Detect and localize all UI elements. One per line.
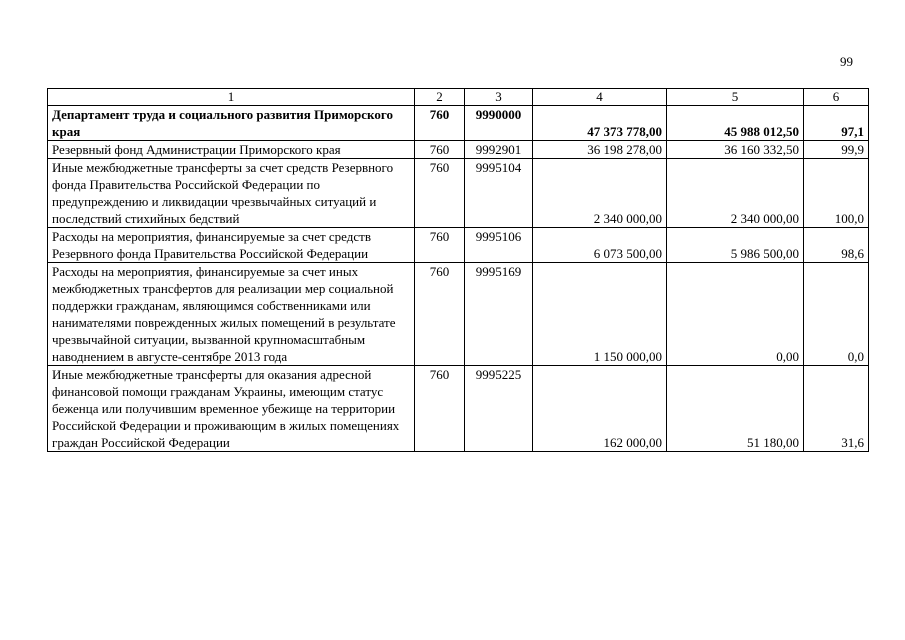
row-planned: 6 073 500,00 — [533, 228, 667, 263]
row-percent: 97,1 — [804, 106, 869, 141]
row-executed: 51 180,00 — [667, 366, 804, 452]
page-number: 99 — [840, 54, 853, 69]
table-row — [48, 106, 869, 141]
row-executed: 45 988 012,50 — [667, 106, 804, 141]
row-code-department: 760 — [415, 366, 465, 452]
row-code-target: 9995169 — [465, 263, 533, 366]
row-name: Расходы на мероприятия, финансируемые за счет средств Резервного фонда Правительства Российской Федерации — [48, 228, 415, 263]
row-executed: 2 340 000,00 — [667, 159, 804, 228]
row-code-department: 760 — [415, 159, 465, 228]
row-executed: 0,00 — [667, 263, 804, 366]
column-header: 4 — [533, 89, 667, 106]
row-code-target: 9992901 — [465, 141, 533, 159]
row-planned: 1 150 000,00 — [533, 263, 667, 366]
row-name: Департамент труда и социального развития Приморского края — [48, 106, 415, 141]
row-code-department: 760 — [415, 228, 465, 263]
column-header: 2 — [415, 89, 465, 106]
row-planned: 2 340 000,00 — [533, 159, 667, 228]
row-planned: 36 198 278,00 — [533, 141, 667, 159]
table-row — [48, 141, 869, 159]
row-code-target: 9995225 — [465, 366, 533, 452]
row-percent: 98,6 — [804, 228, 869, 263]
table-row — [48, 159, 869, 228]
row-percent: 100,0 — [804, 159, 869, 228]
table-header-row — [48, 89, 869, 106]
row-planned: 162 000,00 — [533, 366, 667, 452]
row-executed: 5 986 500,00 — [667, 228, 804, 263]
row-executed: 36 160 332,50 — [667, 141, 804, 159]
row-name: Иные межбюджетные трансферты за счет средств Резервного фонда Правительства Российской Федерации по предупреждению и ликвидации чрезвычайных ситуаций и последствий стихийных бедствий — [48, 159, 415, 228]
row-code-target: 9990000 — [465, 106, 533, 141]
row-code-department: 760 — [415, 141, 465, 159]
column-header: 5 — [667, 89, 804, 106]
row-percent: 99,9 — [804, 141, 869, 159]
table-row — [48, 366, 869, 452]
table-row — [48, 228, 869, 263]
row-code-department: 760 — [415, 263, 465, 366]
column-header: 1 — [48, 89, 415, 106]
row-planned: 47 373 778,00 — [533, 106, 667, 141]
row-code-department: 760 — [415, 106, 465, 141]
row-name: Расходы на мероприятия, финансируемые за счет иных межбюджетных трансфертов для реализации мер социальной поддержки гражданам, являющимся собственниками или нанимателями поврежденных жилых помещений в результате чрезвычайной ситуации, вызванной крупномасштабным наводнением в августе-сентябре 2013 года — [48, 263, 415, 366]
row-name: Резервный фонд Администрации Приморского края — [48, 141, 415, 159]
row-percent: 31,6 — [804, 366, 869, 452]
row-percent: 0,0 — [804, 263, 869, 366]
row-code-target: 9995106 — [465, 228, 533, 263]
table-row — [48, 263, 869, 366]
row-code-target: 9995104 — [465, 159, 533, 228]
budget-table — [47, 88, 869, 452]
row-name: Иные межбюджетные трансферты для оказания адресной финансовой помощи гражданам Украины, имеющим статус беженца или получившим временное убежище на территории Российской Федерации и проживающим в жилых помещениях граждан Российской Федерации — [48, 366, 415, 452]
column-header: 6 — [804, 89, 869, 106]
column-header: 3 — [465, 89, 533, 106]
